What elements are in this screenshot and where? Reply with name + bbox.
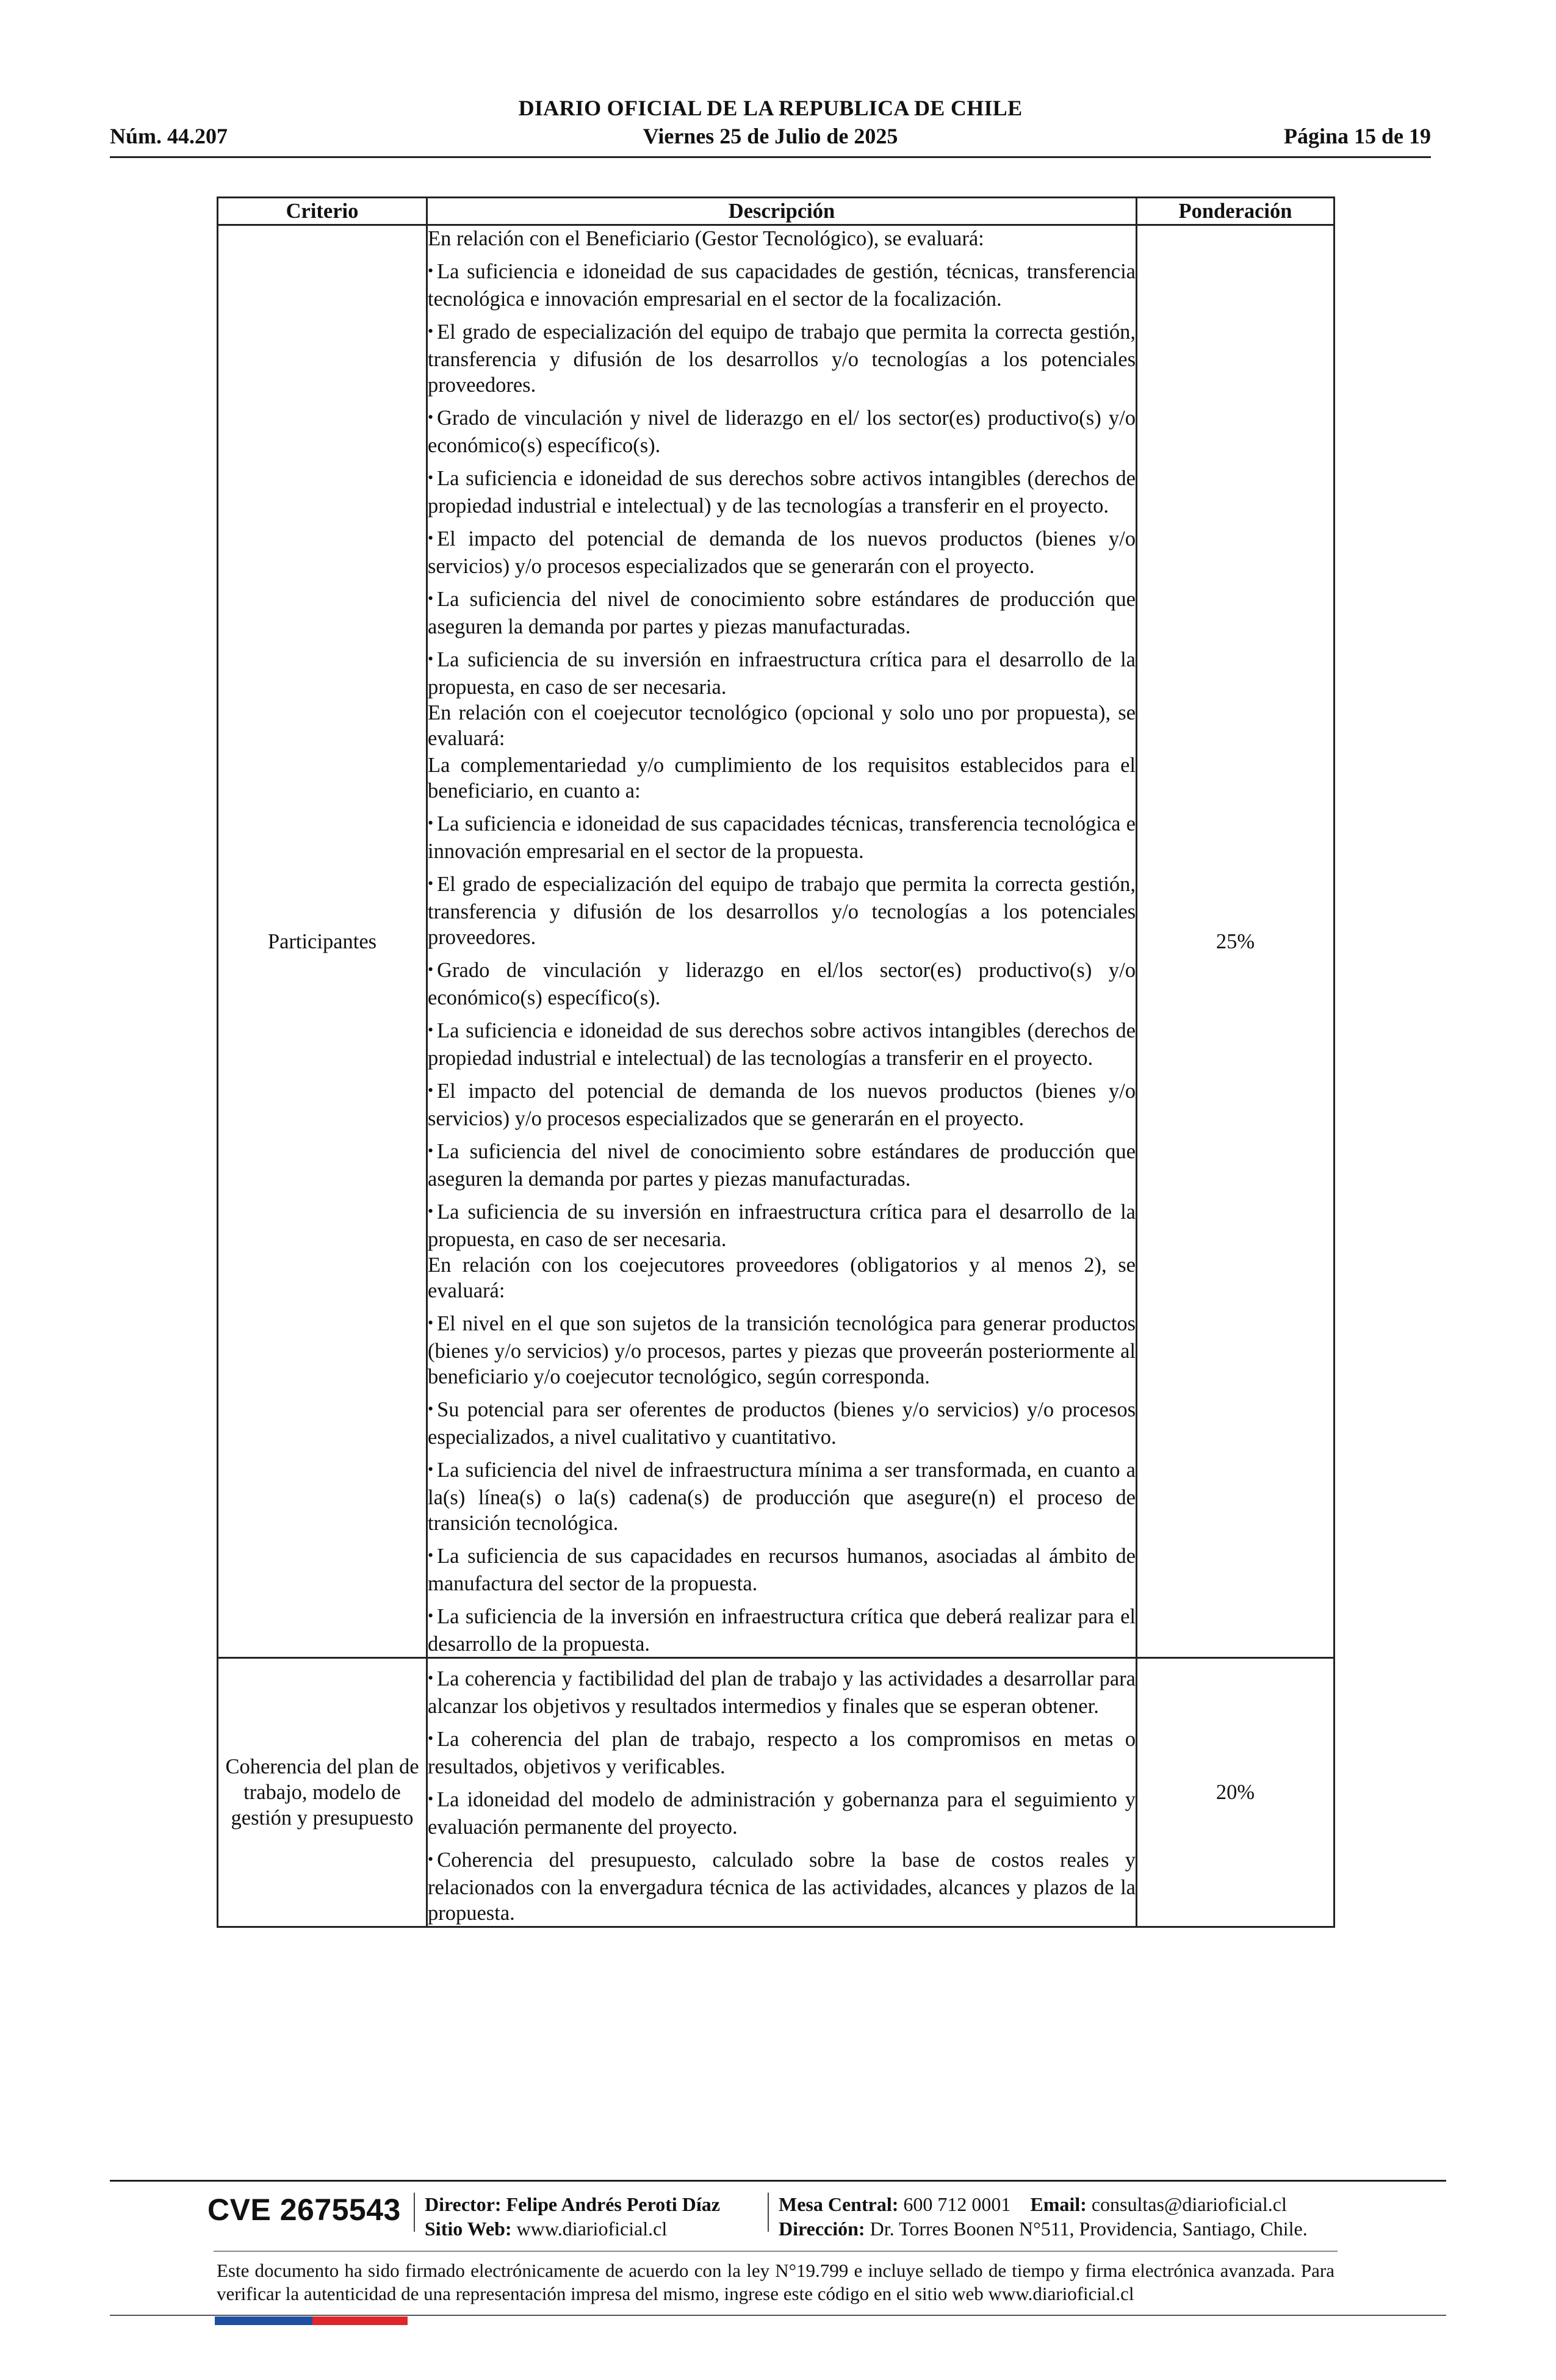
criterion-cell: Coherencia del plan de trabajo, modelo de gestión y presupuesto	[218, 1658, 427, 1927]
issue-date: Viernes 25 de Julio de 2025	[643, 124, 898, 148]
bullet-icon: •	[428, 1850, 434, 1868]
legal-notice: Este documento ha sido firmado electrónicamente de acuerdo con la ley N°19.799 e incluye sellado de tiempo y firma electrónica avanzada. Para verificar la autenticidad de una representación impresa del mismo, ingrese este código en el sitio web www.diarioficial.cl	[217, 2260, 1334, 2304]
bullet-item	[428, 1604, 1136, 1657]
bullet-icon: •	[428, 1400, 434, 1418]
bullet-icon: •	[428, 814, 434, 832]
mesa-label: Mesa Central:	[779, 2193, 899, 2215]
bullet-icon: •	[428, 1546, 434, 1564]
footer-contact-block	[779, 2192, 1308, 2241]
bullet-item	[428, 1543, 1136, 1596]
bullet-item	[428, 1726, 1136, 1780]
description-cell	[427, 1658, 1137, 1927]
bullet-icon: •	[428, 469, 434, 486]
weight-cell: 20%	[1137, 1658, 1334, 1927]
bullet-text: El nivel en el que son sujetos de la transición tecnológica para generar productos (bienes y/o servicios) y/o procesos, partes y piezas que proveerán posteriormente al beneficiario y/o coejecutor tecnológico, según corresponda.	[428, 1312, 1136, 1388]
bullet-text: La coherencia y factibilidad del plan de trabajo y las actividades a desarrollar para alcanzar los objetivos y resultados intermedios y finales que se esperan obtener.	[428, 1667, 1136, 1718]
flag-stripe-red	[312, 2317, 408, 2325]
page-indicator: Página 15 de 19	[1283, 124, 1431, 148]
bullet-text: La suficiencia del nivel de conocimiento sobre estándares de producción que aseguren la demanda por partes y piezas manufacturadas.	[428, 588, 1136, 638]
bullet-item	[428, 319, 1136, 398]
bullet-icon: •	[428, 1081, 434, 1099]
bullet-text: El impacto del potencial de demanda de los nuevos productos (bienes y/o servicios) y/o procesos especializados que se generarán con el proyecto.	[428, 527, 1136, 578]
paragraph: En relación con el coejecutor tecnológico (opcional y solo uno por propuesta), se evaluará:	[428, 701, 1136, 750]
bullet-item	[428, 1199, 1136, 1252]
email-label: Email:	[1030, 2193, 1087, 2215]
bullet-icon: •	[428, 322, 434, 340]
footer-director-block	[425, 2192, 720, 2241]
description-cell	[427, 225, 1137, 1658]
bullet-icon: •	[428, 1314, 434, 1332]
bullet-item	[428, 1139, 1136, 1192]
bullet-text: La suficiencia e idoneidad de sus capacidades de gestión, técnicas, transferencia tecnológica e innovación empresarial en el sector de la focalización.	[428, 260, 1136, 311]
bullet-icon: •	[428, 1202, 434, 1220]
director-name: Felipe Andrés Peroti Díaz	[506, 2193, 720, 2215]
bullet-text: La suficiencia e idoneidad de sus capacidades técnicas, transferencia tecnológica e innovación empresarial en el sector de la propuesta.	[428, 812, 1136, 863]
bullet-item	[428, 1666, 1136, 1719]
director-label: Director:	[425, 2193, 502, 2215]
bullet-item	[428, 1397, 1136, 1450]
bullet-text: La suficiencia de la inversión en infraestructura crítica que deberá realizar para el desarrollo de la propuesta.	[428, 1605, 1136, 1656]
bullet-text: Coherencia del presupuesto, calculado sobre la base de costos reales y relacionados con la envergadura técnica de las actividades, alcances y plazos de la propuesta.	[428, 1848, 1136, 1925]
table-body	[218, 225, 1334, 1927]
bullet-icon: •	[428, 1607, 434, 1625]
paragraph: En relación con el Beneficiario (Gestor Tecnológico), se evaluará:	[428, 227, 984, 250]
issue-number: Núm. 44.207	[110, 124, 228, 148]
address-label: Dirección:	[779, 2218, 865, 2240]
bullet-icon: •	[428, 1460, 434, 1478]
criterion-cell: Participantes	[218, 225, 427, 1658]
bullet-text: La coherencia del plan de trabajo, respecto a los compromisos en metas o resultados, objetivos y verificables.	[428, 1728, 1136, 1778]
table-row	[218, 1658, 1334, 1927]
column-header-descripcion: Descripción	[427, 198, 1137, 225]
bullet-item	[428, 586, 1136, 640]
footer-inner-divider	[214, 2251, 1338, 2252]
bullet-icon: •	[428, 961, 434, 978]
bullet-icon: •	[428, 1142, 434, 1159]
bullet-text: La suficiencia de sus capacidades en recursos humanos, asociadas al ámbito de manufactura del sector de la propuesta.	[428, 1545, 1136, 1595]
bullet-text: El grado de especialización del equipo de trabajo que permita la correcta gestión, transferencia y difusión de los desarrollos y/o tecnologías a los potenciales proveedores.	[428, 320, 1136, 397]
footer-divider	[110, 2180, 1446, 2182]
newspaper-title: DIARIO OFICIAL DE LA REPUBLICA DE CHILE	[518, 96, 1023, 120]
bullet-item	[428, 1078, 1136, 1131]
bullet-icon: •	[428, 529, 434, 547]
bullet-icon: •	[428, 1021, 434, 1039]
cve-code: CVE 2675543	[207, 2193, 401, 2227]
bullet-icon: •	[428, 650, 434, 668]
bullet-icon: •	[428, 590, 434, 607]
site-label: Sitio Web:	[425, 2218, 512, 2240]
bullet-text: La suficiencia e idoneidad de sus derechos sobre activos intangibles (derechos de propiedad industrial e intelectual) y de las tecnologías a transferir en el proyecto.	[428, 467, 1136, 517]
column-header-criterio: Criterio	[218, 198, 427, 225]
address-value: Dr. Torres Boonen N°511, Providencia, Santiago, Chile.	[870, 2218, 1308, 2240]
flag-stripe-blue	[215, 2317, 312, 2325]
bullet-text: Su potencial para ser oferentes de productos (bienes y/o servicios) y/o procesos especializados, a nivel cualitativo y cuantitativo.	[428, 1398, 1136, 1449]
bullet-icon: •	[428, 874, 434, 892]
bullet-text: La suficiencia del nivel de conocimiento sobre estándares de producción que aseguren la demanda por partes y piezas manufacturadas.	[428, 1140, 1136, 1191]
evaluation-criteria-table	[217, 197, 1335, 1928]
bullet-item	[428, 405, 1136, 458]
bullet-icon: •	[428, 1669, 434, 1687]
bullet-item	[428, 957, 1136, 1011]
footer-bottom-divider	[110, 2315, 1446, 2316]
bullet-item	[428, 647, 1136, 700]
footer-separator	[414, 2193, 415, 2232]
bullet-text: La idoneidad del modelo de administración y gobernanza para el seguimiento y evaluación permanente del proyecto.	[428, 1788, 1136, 1839]
bullet-item	[428, 1847, 1136, 1926]
bullet-icon: •	[428, 408, 434, 426]
bullet-item	[428, 526, 1136, 579]
bullet-item	[428, 1018, 1136, 1071]
table-header-row	[218, 198, 1334, 225]
weight-cell: 25%	[1137, 225, 1334, 1658]
bullet-text: La suficiencia de su inversión en infraestructura crítica para el desarrollo de la propuesta, en caso de ser necesaria.	[428, 648, 1136, 699]
bullet-text: Grado de vinculación y liderazgo en el/los sector(es) productivo(s) y/o económico(s) específico(s).	[428, 959, 1136, 1009]
bullet-item	[428, 1457, 1136, 1536]
email-link[interactable]: consultas@diarioficial.cl	[1091, 2193, 1287, 2215]
bullet-text: La suficiencia de su inversión en infraestructura crítica para el desarrollo de la propuesta, en caso de ser necesaria.	[428, 1200, 1136, 1251]
bullet-text: Grado de vinculación y nivel de liderazgo en el/ los sector(es) productivo(s) y/o económico(s) específico(s).	[428, 406, 1136, 457]
bullet-text: La suficiencia e idoneidad de sus derechos sobre activos intangibles (derechos de propiedad industrial e intelectual) de las tecnologías a transferir en el proyecto.	[428, 1019, 1136, 1070]
bullet-icon: •	[428, 1729, 434, 1747]
bullet-item	[428, 259, 1136, 312]
bullet-icon: •	[428, 262, 434, 279]
bullet-text: El impacto del potencial de demanda de los nuevos productos (bienes y/o servicios) y/o procesos especializados que se generarán en el proyecto.	[428, 1080, 1136, 1130]
footer-separator	[768, 2193, 769, 2232]
bullet-text: El grado de especialización del equipo de trabajo que permita la correcta gestión, transferencia y difusión de los desarrollos y/o tecnologías a los potenciales proveedores.	[428, 873, 1136, 949]
site-link[interactable]: www.diarioficial.cl	[516, 2218, 668, 2240]
bullet-item	[428, 466, 1136, 519]
bullet-item	[428, 1311, 1136, 1390]
column-header-ponderacion: Ponderación	[1137, 198, 1334, 225]
mesa-phone: 600 712 0001	[903, 2193, 1011, 2215]
paragraph: En relación con los coejecutores proveedores (obligatorios y al menos 2), se evaluará:	[428, 1253, 1136, 1302]
bullet-text: La suficiencia del nivel de infraestructura mínima a ser transformada, en cuanto a la(s) línea(s) o la(s) cadena(s) de producción que asegure(n) el proceso de transición tecnológica.	[428, 1459, 1136, 1535]
header-divider	[110, 156, 1431, 158]
table-row	[218, 225, 1334, 1658]
bullet-item	[428, 1787, 1136, 1840]
paragraph: La complementariedad y/o cumplimiento de los requisitos establecidos para el beneficiario, en cuanto a:	[428, 754, 1136, 802]
bullet-item	[428, 811, 1136, 864]
bullet-icon: •	[428, 1790, 434, 1808]
page-header	[110, 95, 1431, 156]
bullet-item	[428, 871, 1136, 950]
